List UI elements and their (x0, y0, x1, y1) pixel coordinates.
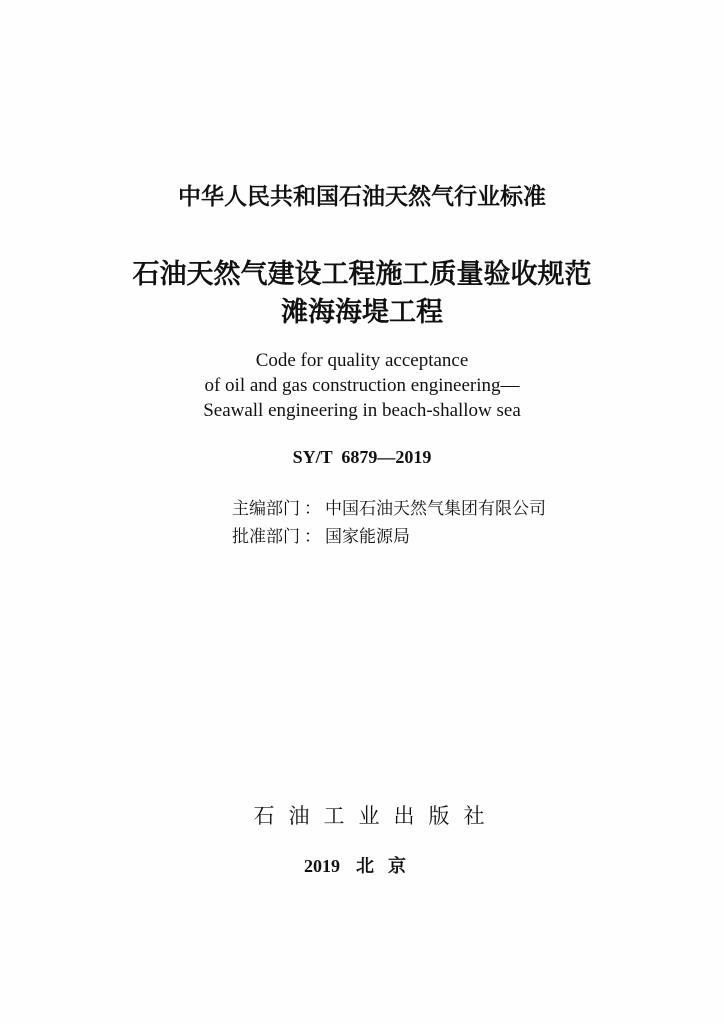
imprint-year: 2019 (304, 856, 340, 876)
approver-separator: ： (304, 527, 321, 547)
approver-value: 国家能源局 (325, 527, 410, 547)
chinese-title-line-2: 滩海海堤工程 (281, 297, 443, 328)
editor-separator: ： (304, 499, 321, 519)
approver-label: 批准部门 (232, 527, 300, 547)
standard-code: SY/T 6879—2019 (292, 447, 432, 467)
publisher-name: 石油工业出版社 (253, 804, 499, 828)
approver-row (232, 522, 410, 547)
english-title-line-3: Seawall engineering in beach-shallow sea (203, 400, 521, 421)
editor-value: 中国石油天然气集团有限公司 (325, 499, 546, 519)
editor-row (232, 494, 546, 519)
imprint-city: 北京 (356, 856, 420, 877)
series-title: 中华人民共和国石油天然气行业标准 (178, 184, 546, 210)
english-title-line-1: Code for quality acceptance (255, 350, 469, 371)
imprint (0, 852, 724, 878)
editor-label: 主编部门 (232, 499, 300, 519)
english-title-line-2: of oil and gas construction engineering— (204, 375, 520, 396)
chinese-title-line-1: 石油天然气建设工程施工质量验收规范 (132, 259, 592, 290)
